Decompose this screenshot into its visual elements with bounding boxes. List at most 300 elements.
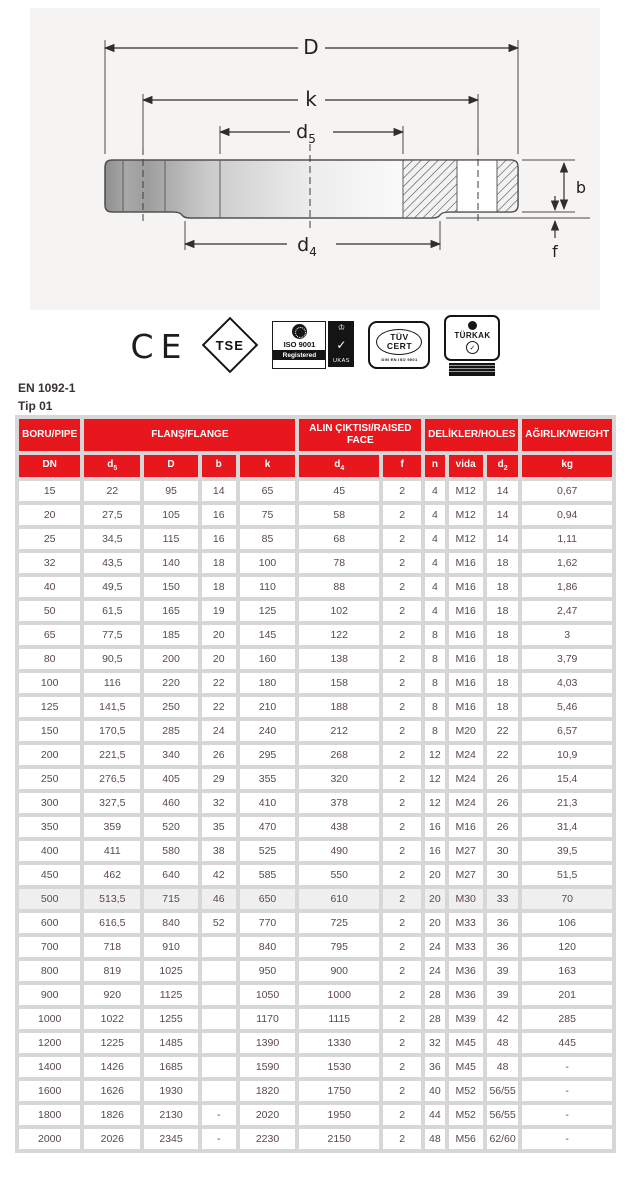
table-cell: 1590	[240, 1057, 296, 1077]
table-cell: 75	[240, 505, 296, 525]
globe-icon	[468, 321, 477, 330]
table-cell: 58	[299, 505, 379, 525]
table-cell: 1600	[19, 1081, 80, 1101]
table-cell: M12	[449, 529, 483, 549]
table-cell	[202, 1081, 236, 1101]
table-cell: 1050	[240, 985, 296, 1005]
table-cell: 462	[84, 865, 140, 885]
table-cell: 0,94	[522, 505, 612, 525]
dim-label-D: D	[303, 35, 319, 59]
table-cell: 26	[487, 817, 519, 837]
table-cell: 4	[425, 505, 444, 525]
table-row	[19, 913, 612, 933]
table-cell: 12	[425, 745, 444, 765]
table-cell: 5,46	[522, 697, 612, 717]
turkak-logo	[444, 315, 500, 376]
table-cell: 520	[144, 817, 198, 837]
table-cell: 36	[487, 913, 519, 933]
table-cell: 27,5	[84, 505, 140, 525]
table-cell: 1426	[84, 1057, 140, 1077]
table-cell: 2,47	[522, 601, 612, 621]
table-cell: 14	[487, 481, 519, 501]
table-cell	[202, 1033, 236, 1053]
table-cell: 25	[19, 529, 80, 549]
table-cell: 410	[240, 793, 296, 813]
table-cell: M36	[449, 961, 483, 981]
table-cell: 20	[425, 865, 444, 885]
table-cell: 56/55	[487, 1081, 519, 1101]
col-d2: $d_2$	[487, 455, 519, 477]
table-cell: 26	[202, 745, 236, 765]
table-cell: 285	[522, 1009, 612, 1029]
table-cell: 26	[487, 793, 519, 813]
table-cell: 49,5	[84, 577, 140, 597]
table-cell: 43,5	[84, 553, 140, 573]
hatch-end-cap	[497, 159, 518, 213]
table-cell: M27	[449, 865, 483, 885]
table-cell: 378	[299, 793, 379, 813]
table-cell: 1626	[84, 1081, 140, 1101]
table-cell: 320	[299, 769, 379, 789]
col-d5: $d_5$	[84, 455, 140, 477]
table-cell: M16	[449, 577, 483, 597]
table-cell: 15,4	[522, 769, 612, 789]
flange-diagram-panel	[30, 8, 600, 310]
table-cell: M24	[449, 793, 483, 813]
type-title: Tip 01	[18, 399, 53, 413]
table-row	[19, 553, 612, 573]
table-cell: 48	[487, 1033, 519, 1053]
table-cell: 18	[487, 577, 519, 597]
table-cell: M16	[449, 817, 483, 837]
table-cell: 1000	[19, 1009, 80, 1029]
table-cell: 12	[425, 793, 444, 813]
table-cell: 795	[299, 937, 379, 957]
table-cell: 1125	[144, 985, 198, 1005]
table-cell: 24	[425, 937, 444, 957]
table-cell: 2345	[144, 1129, 198, 1149]
table-cell: 42	[487, 1009, 519, 1029]
table-cell: 450	[19, 865, 80, 885]
table-cell: 39	[487, 961, 519, 981]
iso-ukas-logo	[272, 321, 354, 369]
svg-text:f	[552, 242, 558, 261]
group-header-weight: AĞIRLIK/WEIGHT	[522, 419, 612, 451]
tse-logo	[202, 317, 258, 373]
table-cell: 1200	[19, 1033, 80, 1053]
table-cell: 165	[144, 601, 198, 621]
table-cell: 100	[19, 673, 80, 693]
table-cell: 400	[19, 841, 80, 861]
table-cell: 0,67	[522, 481, 612, 501]
table-cell: 221,5	[84, 745, 140, 765]
table-cell: 18	[487, 673, 519, 693]
table-cell: 20	[202, 625, 236, 645]
table-cell: 840	[240, 937, 296, 957]
table-cell: 2	[383, 937, 421, 957]
table-cell: 18	[487, 601, 519, 621]
table-row	[19, 649, 612, 669]
table-row	[19, 1057, 612, 1077]
table-cell: 102	[299, 601, 379, 621]
svg-text:d4: $d_4$	[297, 234, 317, 259]
table-row	[19, 673, 612, 693]
table-cell: 2	[383, 553, 421, 573]
table-row	[19, 817, 612, 837]
table-cell: 1,86	[522, 577, 612, 597]
table-cell: 116	[84, 673, 140, 693]
table-cell: 2	[383, 577, 421, 597]
table-row	[19, 1033, 612, 1053]
table-cell: 16	[425, 817, 444, 837]
table-cell: 2	[383, 481, 421, 501]
table-cell: 36	[425, 1057, 444, 1077]
table-cell: -	[522, 1129, 612, 1149]
turkak-caption-bar	[449, 363, 495, 376]
table-cell: 65	[19, 625, 80, 645]
tuv-cert-logo: TÜV CERT DIN EN ISO 9001	[368, 321, 430, 369]
table-cell: 250	[19, 769, 80, 789]
table-cell: 1950	[299, 1105, 379, 1125]
table-cell: 585	[240, 865, 296, 885]
turkak-badge: TÜRKAK ✓	[444, 315, 500, 361]
table-cell: 2230	[240, 1129, 296, 1149]
table-cell: 1025	[144, 961, 198, 981]
table-cell: 285	[144, 721, 198, 741]
table-cell: 1,11	[522, 529, 612, 549]
table-cell: 33	[487, 889, 519, 909]
table-cell: 2	[383, 1033, 421, 1053]
table-cell: 840	[144, 913, 198, 933]
table-cell: 770	[240, 913, 296, 933]
table-cell: 2	[383, 889, 421, 909]
table-cell: 1225	[84, 1033, 140, 1053]
table-cell: 16	[425, 841, 444, 861]
table-cell: 44	[425, 1105, 444, 1125]
table-cell: 48	[425, 1129, 444, 1149]
table-cell: M16	[449, 601, 483, 621]
table-cell: 411	[84, 841, 140, 861]
table-cell: 188	[299, 697, 379, 717]
table-cell: 920	[84, 985, 140, 1005]
table-cell: 8	[425, 625, 444, 645]
table-cell: 2	[383, 721, 421, 741]
col-kg: kg	[522, 455, 612, 477]
table-cell: 22	[487, 745, 519, 765]
table-cell: 62/60	[487, 1129, 519, 1149]
table-cell: 490	[299, 841, 379, 861]
table-cell: 700	[19, 937, 80, 957]
table-cell: 276,5	[84, 769, 140, 789]
table-cell: 24	[425, 961, 444, 981]
table-cell: 32	[202, 793, 236, 813]
table-cell	[202, 1009, 236, 1029]
table-cell: 550	[299, 865, 379, 885]
table-cell: 350	[19, 817, 80, 837]
table-cell: 600	[19, 913, 80, 933]
table-cell: 2	[383, 961, 421, 981]
table-cell: M45	[449, 1057, 483, 1077]
table-cell: 1022	[84, 1009, 140, 1029]
table-cell: 2	[383, 841, 421, 861]
svg-text:k	[305, 87, 317, 111]
table-cell: 16	[202, 505, 236, 525]
table-cell: 22	[202, 697, 236, 717]
table-cell: -	[202, 1129, 236, 1149]
table-cell: 4	[425, 529, 444, 549]
table-row	[19, 721, 612, 741]
table-cell: 20	[19, 505, 80, 525]
table-cell: 640	[144, 865, 198, 885]
table-cell: 185	[144, 625, 198, 645]
col-f: f	[383, 455, 421, 477]
table-cell: -	[202, 1105, 236, 1125]
table-cell: 38	[202, 841, 236, 861]
table-cell: 39,5	[522, 841, 612, 861]
table-cell: 26	[487, 769, 519, 789]
table-cell: 46	[202, 889, 236, 909]
table-cell: 48	[487, 1057, 519, 1077]
table-cell: 212	[299, 721, 379, 741]
table-cell: M56	[449, 1129, 483, 1149]
table-row	[19, 1009, 612, 1029]
globe-icon	[292, 324, 307, 339]
table-cell: 56/55	[487, 1105, 519, 1125]
table-cell: 405	[144, 769, 198, 789]
table-cell: 2	[383, 1105, 421, 1125]
table-cell: 2	[383, 697, 421, 717]
table-cell: 300	[19, 793, 80, 813]
table-cell: M39	[449, 1009, 483, 1029]
group-header-row	[19, 419, 612, 451]
table-cell: 150	[144, 577, 198, 597]
tuv-ellipse-icon: TÜV CERT	[376, 329, 422, 355]
table-cell	[202, 985, 236, 1005]
table-cell: 616,5	[84, 913, 140, 933]
table-cell: 4,03	[522, 673, 612, 693]
table-cell: 1750	[299, 1081, 379, 1101]
table-cell: 31,4	[522, 817, 612, 837]
table-cell: 180	[240, 673, 296, 693]
table-cell: M45	[449, 1033, 483, 1053]
table-cell: 30	[487, 865, 519, 885]
col-d4: $d_4$	[299, 455, 379, 477]
table-cell: 1390	[240, 1033, 296, 1053]
table-cell: 1485	[144, 1033, 198, 1053]
table-cell: 115	[144, 529, 198, 549]
table-cell: M24	[449, 745, 483, 765]
ce-mark-logo: CE	[130, 326, 189, 366]
table-cell: M27	[449, 841, 483, 861]
table-cell: 32	[425, 1033, 444, 1053]
table-row	[19, 577, 612, 597]
standard-title: EN 1092-1	[18, 381, 76, 395]
check-icon: ✓	[336, 338, 347, 352]
table-cell: 2	[383, 1081, 421, 1101]
dim-label-d4: d	[297, 234, 310, 256]
group-header-raised-face: ALIN ÇIKTISI/RAISED FACE	[299, 419, 421, 451]
tse-diamond-icon: TSE	[202, 317, 259, 374]
table-cell: 201	[522, 985, 612, 1005]
table-cell: -	[522, 1105, 612, 1125]
table-row	[19, 769, 612, 789]
crown-icon: ♔	[337, 323, 346, 332]
table-cell	[202, 937, 236, 957]
table-cell: M16	[449, 625, 483, 645]
table-cell: 2	[383, 985, 421, 1005]
table-row	[19, 841, 612, 861]
table-cell	[202, 961, 236, 981]
table-cell: 40	[19, 577, 80, 597]
table-cell: 2	[383, 769, 421, 789]
table-cell: 20	[425, 913, 444, 933]
table-row	[19, 601, 612, 621]
col-k: k	[240, 455, 296, 477]
table-cell: 580	[144, 841, 198, 861]
table-cell: 170,5	[84, 721, 140, 741]
table-cell: 52	[202, 913, 236, 933]
table-cell: 78	[299, 553, 379, 573]
table-cell: 3,79	[522, 649, 612, 669]
table-cell: 29	[202, 769, 236, 789]
table-cell: 2	[383, 529, 421, 549]
table-cell: 110	[240, 577, 296, 597]
table-cell: 650	[240, 889, 296, 909]
col-b: b	[202, 455, 236, 477]
table-cell: 39	[487, 985, 519, 1005]
table-cell: 14	[487, 529, 519, 549]
table-cell: 34,5	[84, 529, 140, 549]
table-cell: 42	[202, 865, 236, 885]
table-cell: 32	[19, 553, 80, 573]
table-cell: 1400	[19, 1057, 80, 1077]
table-cell: 2	[383, 745, 421, 765]
table-cell: 125	[240, 601, 296, 621]
table-cell: 3	[522, 625, 612, 645]
table-cell: M30	[449, 889, 483, 909]
table-cell: 8	[425, 673, 444, 693]
svg-text:D	[303, 35, 318, 59]
table-cell: 819	[84, 961, 140, 981]
table-cell: 141,5	[84, 697, 140, 717]
check-circle-icon: ✓	[466, 341, 479, 354]
table-cell: 18	[202, 553, 236, 573]
table-cell: 21,3	[522, 793, 612, 813]
table-cell: 500	[19, 889, 80, 909]
col-D: D	[144, 455, 198, 477]
table-cell: 12	[425, 769, 444, 789]
table-cell: 900	[299, 961, 379, 981]
table-cell: 160	[240, 649, 296, 669]
table-cell: 18	[202, 577, 236, 597]
dim-label-b: b	[575, 178, 587, 197]
table-row	[19, 865, 612, 885]
table-cell: 35	[202, 817, 236, 837]
col-dn: DN	[19, 455, 80, 477]
table-cell: 2	[383, 601, 421, 621]
hatch-section	[403, 159, 457, 219]
svg-text:b	[576, 178, 586, 197]
table-cell: 18	[487, 697, 519, 717]
table-cell: M24	[449, 769, 483, 789]
flange-section-drawing	[30, 8, 600, 310]
table-cell: 88	[299, 577, 379, 597]
table-cell: M12	[449, 505, 483, 525]
table-cell: 1,62	[522, 553, 612, 573]
table-cell: 2	[383, 793, 421, 813]
table-cell: 6,57	[522, 721, 612, 741]
table-cell: 327,5	[84, 793, 140, 813]
table-cell: 138	[299, 649, 379, 669]
table-cell: 105	[144, 505, 198, 525]
table-cell: 18	[487, 625, 519, 645]
iso-9001-badge: ISO 9001 Registered	[272, 321, 326, 369]
table-row	[19, 793, 612, 813]
dimensions-table	[15, 415, 616, 1153]
table-cell: 445	[522, 1033, 612, 1053]
group-header-holes: DELİKLER/HOLES	[425, 419, 518, 451]
table-cell: 725	[299, 913, 379, 933]
table-cell: 68	[299, 529, 379, 549]
table-cell: 125	[19, 697, 80, 717]
group-header-flange: FLANŞ/FLANGE	[84, 419, 295, 451]
table-cell: 1000	[299, 985, 379, 1005]
table-cell: 77,5	[84, 625, 140, 645]
table-cell: M16	[449, 553, 483, 573]
table-cell: 1685	[144, 1057, 198, 1077]
table-cell: M16	[449, 673, 483, 693]
table-cell: 14	[487, 505, 519, 525]
table-cell: 240	[240, 721, 296, 741]
table-cell: 14	[202, 481, 236, 501]
table-cell: 2020	[240, 1105, 296, 1125]
table-cell: 20	[425, 889, 444, 909]
table-cell: 28	[425, 985, 444, 1005]
table-cell: M12	[449, 481, 483, 501]
table-cell: M33	[449, 913, 483, 933]
table-row	[19, 625, 612, 645]
table-cell: 18	[487, 553, 519, 573]
table-cell: 1930	[144, 1081, 198, 1101]
table-row	[19, 961, 612, 981]
table-cell: 30	[487, 841, 519, 861]
dimensions-table-wrap	[15, 415, 616, 1153]
table-cell: 4	[425, 481, 444, 501]
dim-label-k: k	[305, 87, 317, 111]
table-cell: 2150	[299, 1129, 379, 1149]
table-cell: 359	[84, 817, 140, 837]
column-header-row	[19, 455, 612, 477]
table-cell: M16	[449, 649, 483, 669]
table-row	[19, 1105, 612, 1125]
table-row	[19, 481, 612, 501]
table-cell: 340	[144, 745, 198, 765]
table-cell: M52	[449, 1105, 483, 1125]
group-header-pipe: BORU/PIPE	[19, 419, 80, 451]
table-cell: 200	[19, 745, 80, 765]
table-cell: 910	[144, 937, 198, 957]
table-cell: 106	[522, 913, 612, 933]
table-cell: 2	[383, 1009, 421, 1029]
table-cell: -	[522, 1081, 612, 1101]
table-cell: 1255	[144, 1009, 198, 1029]
table-cell: 18	[487, 649, 519, 669]
table-body	[19, 481, 612, 1149]
table-cell: M20	[449, 721, 483, 741]
table-cell: 1115	[299, 1009, 379, 1029]
table-cell: 22	[487, 721, 519, 741]
table-cell: 2	[383, 649, 421, 669]
